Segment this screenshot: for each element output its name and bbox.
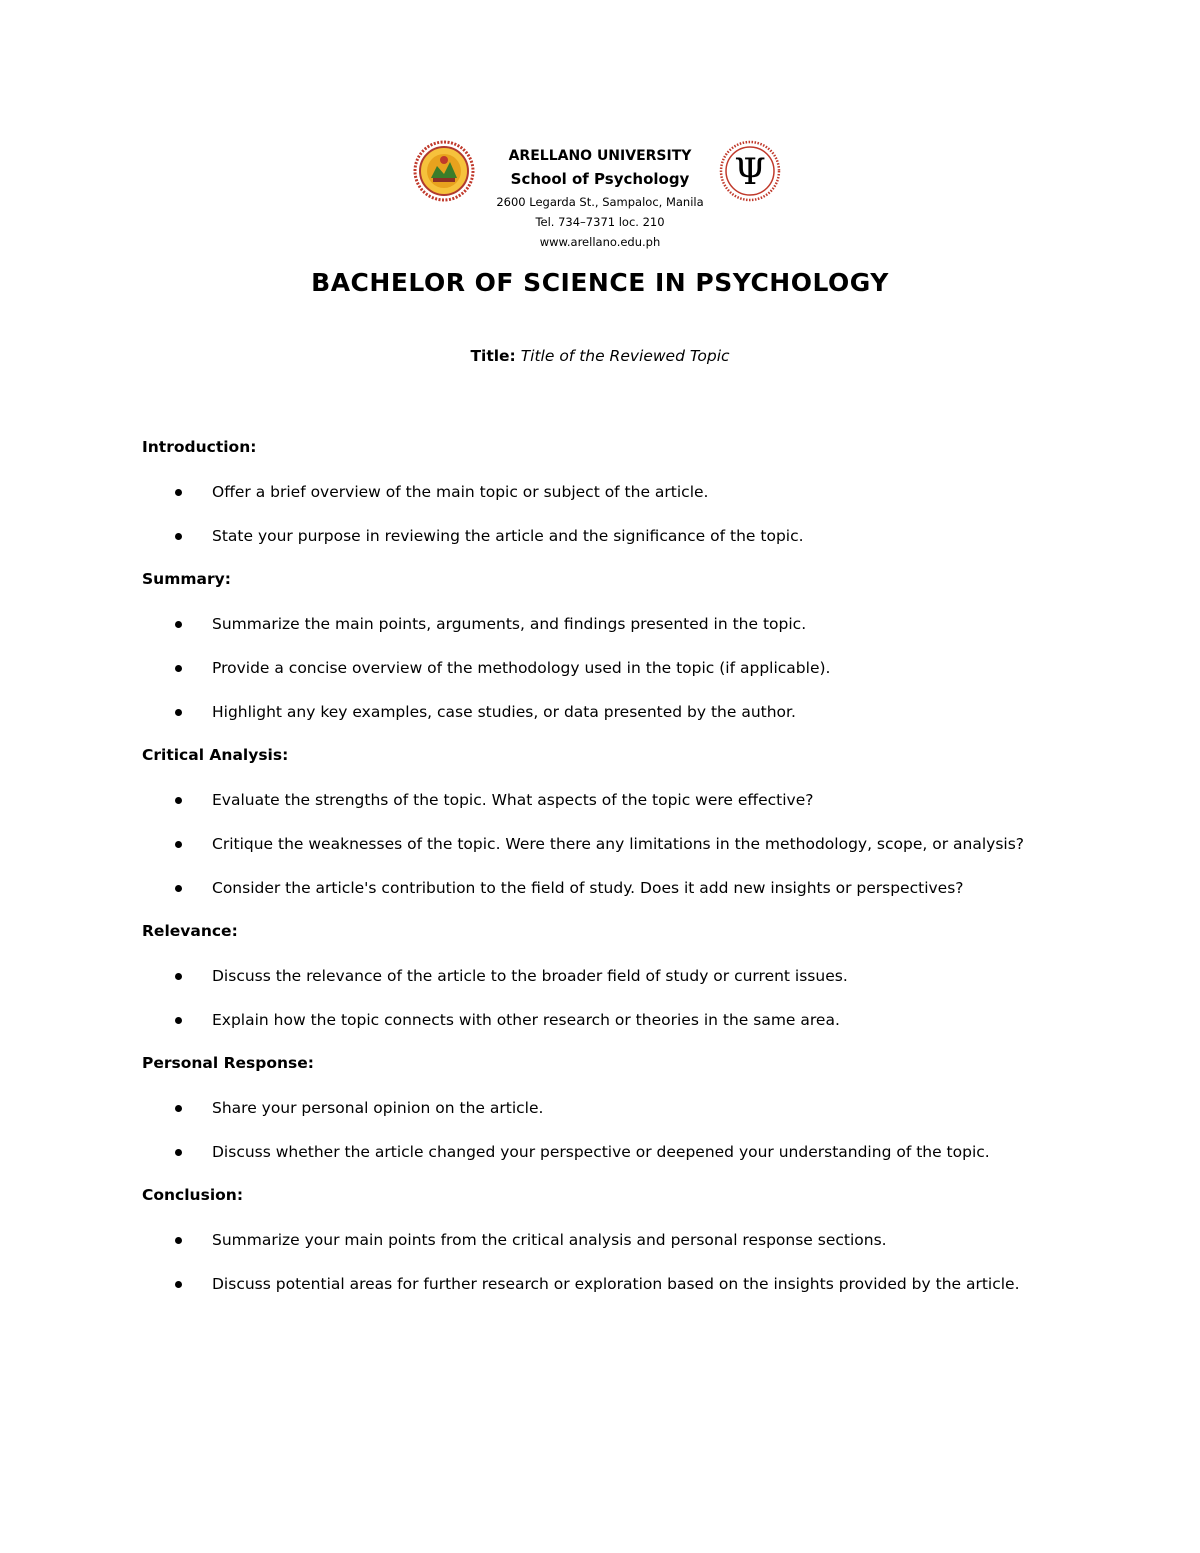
section-heading: Relevance: [142, 922, 238, 940]
letterhead [0, 138, 1200, 258]
list-item [142, 1006, 1072, 1034]
section-relevance [142, 918, 1072, 1034]
list-item-text: Evaluate the strengths of the topic. What aspects of the topic were effective? [212, 791, 814, 809]
list-item-text: Explain how the topic connects with other research or theories in the same area. [212, 1011, 840, 1029]
program-title: BACHELOR OF SCIENCE IN PSYCHOLOGY [311, 268, 889, 297]
bullet-icon [175, 841, 182, 848]
bullet-icon [175, 797, 182, 804]
list-item [142, 522, 1072, 550]
section-heading: Personal Response: [142, 1054, 314, 1072]
bullet-icon [175, 709, 182, 716]
psychology-psi-seal-icon [719, 138, 781, 204]
bullet-icon [175, 489, 182, 496]
bullet-icon [175, 621, 182, 628]
address: 2600 Legarda St., Sampaloc, Manila [496, 195, 704, 209]
bullet-icon [175, 973, 182, 980]
bullet-list [142, 1094, 1072, 1166]
list-item [142, 874, 1072, 902]
bullet-icon [175, 1149, 182, 1156]
list-item-text: State your purpose in reviewing the article and the significance of the topic. [212, 527, 804, 545]
section-heading: Conclusion: [142, 1186, 244, 1204]
list-item-text: Discuss whether the article changed your perspective or deepened your understanding of the topic. [212, 1143, 990, 1161]
section-personal-response [142, 1050, 1072, 1166]
section-critical-analysis [142, 742, 1072, 902]
bullet-icon [175, 665, 182, 672]
bullet-icon [175, 1237, 182, 1244]
website-link: www.arellano.edu.ph [539, 235, 661, 249]
list-item [142, 698, 1072, 726]
phone-number: Tel. 734–7371 loc. 210 [535, 215, 665, 229]
list-item [142, 1270, 1072, 1298]
list-item-text: Consider the article's contribution to the field of study. Does it add new insights or perspectives? [212, 879, 964, 897]
bullet-icon [175, 1105, 182, 1112]
list-item [142, 786, 1072, 814]
list-item-text: Share your personal opinion on the article. [212, 1099, 544, 1117]
section-introduction [142, 434, 1072, 550]
list-item [142, 1226, 1072, 1254]
title-label: Title: [470, 347, 516, 365]
list-item-text: Provide a concise overview of the methodology used in the topic (if applicable). [212, 659, 831, 677]
bullet-list [142, 1226, 1072, 1298]
review-sections [142, 434, 1072, 1314]
university-name: ARELLANO UNIVERSITY [508, 148, 692, 164]
section-heading: Introduction: [142, 438, 257, 456]
list-item [142, 478, 1072, 506]
list-item [142, 610, 1072, 638]
list-item [142, 962, 1072, 990]
section-heading: Summary: [142, 570, 231, 588]
list-item-text: Summarize the main points, arguments, and findings presented in the topic. [212, 615, 807, 633]
bullet-icon [175, 1281, 182, 1288]
review-title [0, 347, 1200, 365]
bullet-list [142, 786, 1072, 902]
section-conclusion [142, 1182, 1072, 1298]
list-item-text: Discuss the relevance of the article to the broader field of study or current issues. [212, 967, 848, 985]
list-item [142, 654, 1072, 682]
list-item-text: Offer a brief overview of the main topic or subject of the article. [212, 483, 709, 501]
list-item [142, 1094, 1072, 1122]
bullet-icon [175, 1017, 182, 1024]
section-summary [142, 566, 1072, 726]
list-item [142, 1138, 1072, 1166]
school-name: School of Psychology [510, 170, 690, 188]
list-item-text: Highlight any key examples, case studies, or data presented by the author. [212, 703, 796, 721]
bullet-icon [175, 885, 182, 892]
title-value: Title of the Reviewed Topic [520, 347, 730, 365]
list-item-text: Discuss potential areas for further research or exploration based on the insights provided by the article. [212, 1275, 1020, 1293]
bullet-list [142, 478, 1072, 550]
section-heading: Critical Analysis: [142, 746, 289, 764]
psi-glyph: Ψ [734, 152, 766, 193]
list-item-text: Summarize your main points from the critical analysis and personal response sections. [212, 1231, 887, 1249]
list-item [142, 830, 1072, 858]
bullet-list [142, 610, 1072, 726]
bullet-list [142, 962, 1072, 1034]
bullet-icon [175, 533, 182, 540]
list-item-text: Critique the weaknesses of the topic. Were there any limitations in the methodology, scope, or analysis? [212, 835, 1025, 853]
